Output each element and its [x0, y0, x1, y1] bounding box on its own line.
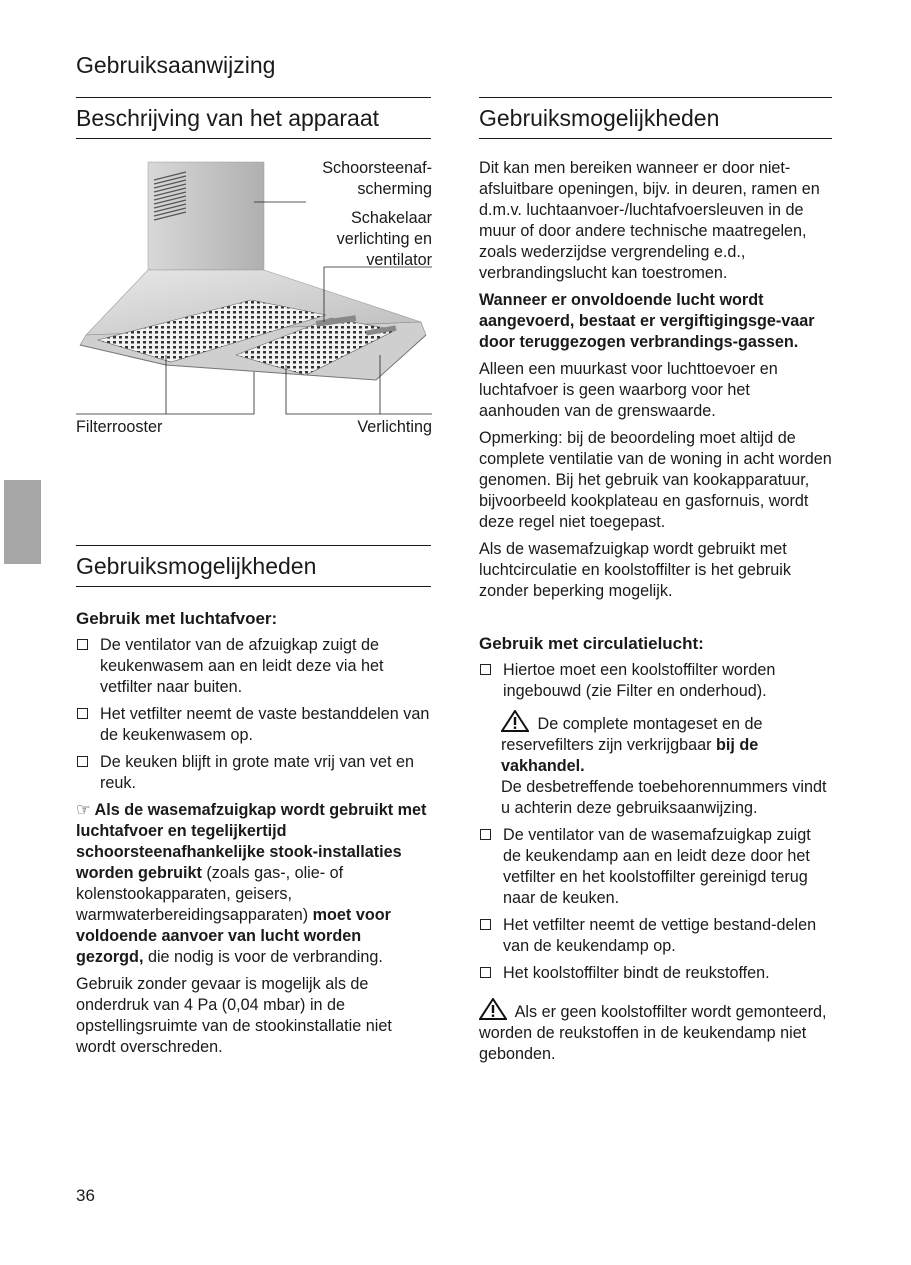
paragraph-circulation: Als de wasemafzuigkap wordt gebruikt met luchtcirculatie en koolstoffilter is het gebruik zonder beperking mogelijk.: [479, 540, 791, 600]
label-switch: [337, 208, 432, 271]
checkbox-icon: [480, 919, 491, 930]
label-lighting: Verlichting: [357, 418, 432, 436]
description-title: Beschrijving van het apparaat: [76, 97, 431, 139]
circulation-heading: Gebruik met circulatielucht:: [479, 634, 704, 653]
warning-text: De complete montageset en de reservefilters zijn verkrijgbaar: [501, 715, 763, 754]
note-bold-1: Als de wasemafzuigkap wordt gebruikt met luchtafvoer en tegelijkertijd schoorsteenafhankelijke stook-installaties worden gebruikt: [76, 801, 427, 882]
list-item-text: Het vetfilter neemt de vettige bestand-delen van de keukendamp op.: [503, 916, 817, 955]
list-item-text: Het koolstoffilter bindt de reukstoffen.: [503, 964, 770, 982]
paragraph-poison-warning: Wanneer er onvoldoende lucht wordt aangevoerd, bestaat er vergiftigingsge-vaar door teruggezogen verbrandings-gassen.: [479, 291, 815, 351]
note-text-1: (zoals gas-, olie- of kolenstookapparaten, geisers, warmwaterbereidingsapparaten): [76, 864, 344, 924]
warning-text-2: De desbetreffende toebehorennummers vindt u achterin deze gebruiksaanwijzing.: [501, 778, 827, 817]
extraction-heading: Gebruik met luchtafvoer:: [76, 609, 278, 628]
list-item-text: Hiertoe moet een koolstoffilter worden ingebouwd (zie Filter en onderhoud).: [503, 661, 776, 700]
checkbox-icon: [480, 664, 491, 675]
note-paragraph: [76, 800, 432, 968]
list-item-text: De ventilator van de afzuigkap zuigt de keukenwasem aan en leidt deze via het vetfilter naar buiten.: [100, 636, 384, 696]
checkbox-icon: [480, 967, 491, 978]
page-header: Gebruiksaanwijzing: [76, 52, 276, 78]
label-chimney-line2: scherming: [357, 180, 432, 198]
warning-triangle-icon: [501, 710, 529, 732]
paragraph-wall-box: Alleen een muurkast voor luchttoevoer en luchtafvoer is geen waarborg voor het aanhouden van de grenswaarde.: [479, 360, 778, 420]
label-switch-line3: ventilator: [366, 251, 432, 269]
usage-title-left: Gebruiksmogelijkheden: [76, 545, 431, 587]
left-body: [76, 608, 432, 1064]
right-body: [479, 158, 832, 1071]
checkbox-icon: [480, 829, 491, 840]
label-switch-line2: verlichting en: [336, 230, 432, 248]
page-number: 36: [76, 1186, 95, 1205]
list-item: [479, 660, 832, 702]
checkbox-icon: [77, 639, 88, 650]
list-item: [479, 825, 832, 909]
list-item-text: Het vetfilter neemt de vaste bestanddelen van de keukenwasem op.: [100, 705, 430, 744]
safe-use-paragraph: Gebruik zonder gevaar is mogelijk als de onderdruk van 4 Pa (0,04 mbar) in de opstellingsruimte van de stookinstallatie niet wordt overschreden.: [76, 975, 392, 1056]
note-bold-2: moet voor voldoende aanvoer van lucht worden gezorgd,: [76, 906, 391, 966]
usage-title-right: Gebruiksmogelijkheden: [479, 97, 832, 139]
label-filter-grille: Filterrooster: [76, 418, 163, 436]
list-item: [479, 963, 832, 984]
checkbox-icon: [77, 756, 88, 767]
paragraph-airflow: Dit kan men bereiken wanneer er door niet-afsluitbare openingen, bijv. in deuren, ramen en d.m.v. luchtaanvoer-/luchtafvoersleuven in de muur of door andere technische maatregelen, zoals wederzijdse vergrendeling e.d., verbrandingslucht kan toestromen.: [479, 159, 820, 282]
checkbox-icon: [77, 708, 88, 719]
label-chimney-cover: [322, 158, 432, 200]
list-item-text: De keuken blijft in grote mate vrij van vet en reuk.: [100, 753, 415, 792]
list-item-text: De ventilator van de wasemafzuigkap zuigt de keukendamp aan en leidt deze door het vetfilter en het koolstoffilter gereinigd terug naar de keuken.: [503, 826, 811, 907]
label-switch-line1: Schakelaar: [351, 209, 432, 227]
list-item: [76, 752, 432, 794]
hood-figure: [76, 150, 432, 450]
note-text-2: die nodig is voor de verbranding.: [143, 948, 383, 966]
extraction-list: [76, 635, 432, 794]
warning-triangle-icon: [479, 998, 507, 1020]
circulation-list-1: [479, 660, 832, 702]
warning-text: Als er geen koolstoffilter wordt gemonteerd, worden de reukstoffen in de keukendamp niet gebonden.: [479, 1003, 827, 1063]
label-chimney-line1: Schoorsteenaf-: [322, 159, 432, 177]
warning-no-carbon-filter: [479, 998, 832, 1065]
section-tab-marker: [4, 480, 41, 564]
list-item: [479, 915, 832, 957]
list-item: [76, 704, 432, 746]
list-item: [76, 635, 432, 698]
paragraph-remark: Opmerking: bij de beoordeling moet altijd de complete ventilatie van de woning in acht worden genomen. Bij het gebruik van kookapparatuur, bijvoorbeeld kookplateau en gasfornuis, wordt deze regel niet toegepast.: [479, 429, 832, 531]
warning-bold: bij de vakhandel.: [501, 736, 759, 775]
warning-montage: [479, 710, 832, 819]
circulation-list-2: [479, 825, 832, 984]
pointing-hand-icon: ☞: [76, 801, 91, 819]
